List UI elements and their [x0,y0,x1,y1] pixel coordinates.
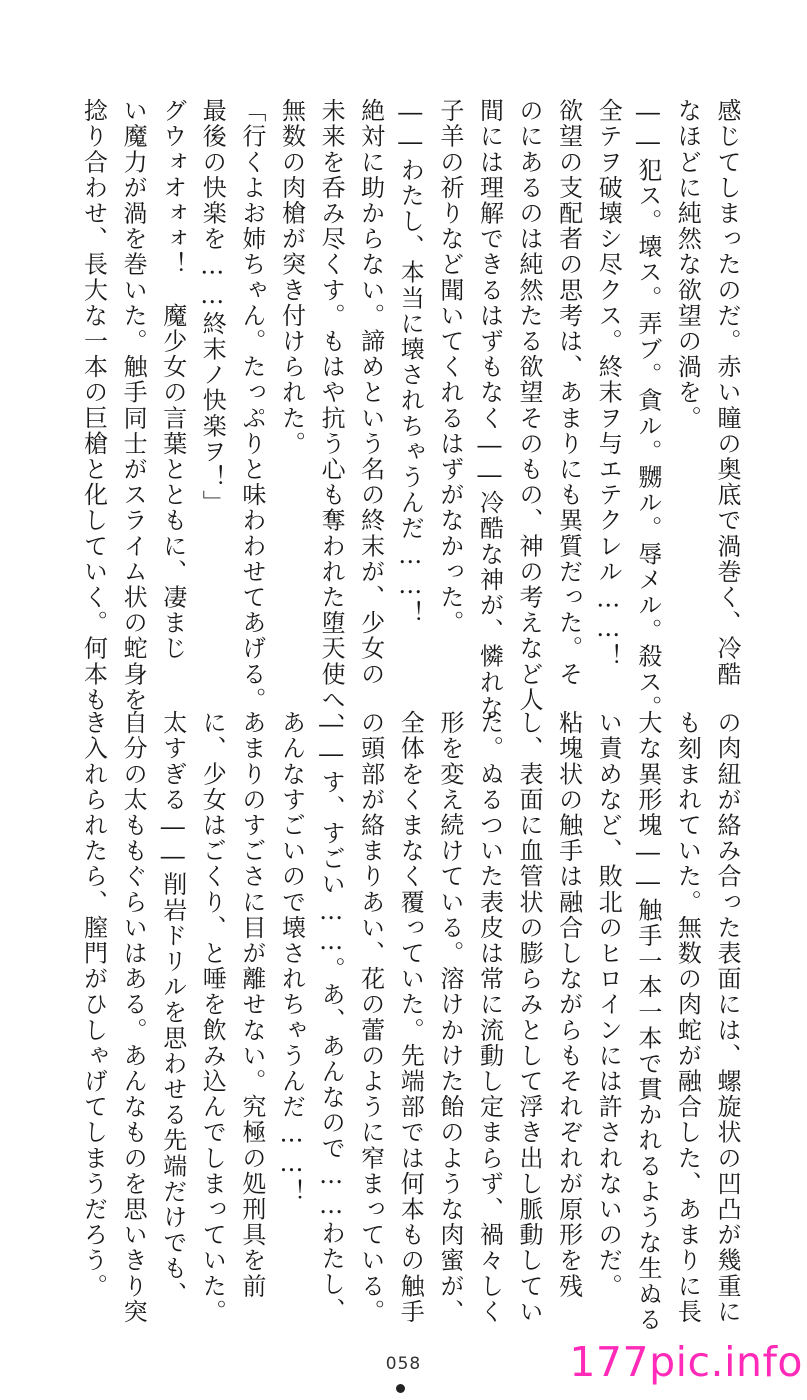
page-number: 058 [385,1354,422,1374]
watermark: 177pic.info [569,1338,803,1386]
page-dot-icon [396,1384,405,1393]
text-block-bottom: の肉紐が絡み合った表面には、螺旋状の凹凸が幾重に も刻まれていた。無数の肉蛇が融合した、あまりに長 大な異形塊――触手一本一本で貫かれるような生ぬる い責めなど、敗北のヒロインには許されないのだ。 粘塊状の触手は融合しながらもそれぞれが原形を残 し、表面に血管状の膨らみとして浮き出し脈動してい た。ぬるついた表皮は常に流動し定まらず、禍々しく 形を変え続けている。溶けかけた飴のような肉蜜が、 全体をくまなく覆っていた。先端部では何本もの触手 の頭部が絡まりあい、花の蕾のように窄まっている。 ――す、すごい……。あ、あんなので……わたし、 あんなすごいので壊されちゃうんだ……！ あまりのすごさに目が離せない。究極の処刑具を前 に、少女はごくり、と唾を飲み込んでしまっていた。 太すぎる――削岩ドリルを思わせる先端だけでも、 自分の太ももぐらいはある。あんなものを思いきり突 き入れられたら、膣門がひしゃげてしまうだろう。 [79,710,741,1333]
text-block-top: 感じてしまったのだ。赤い瞳の奥底で渦巻く、冷酷 なほどに純然な欲望の渦を。 ――犯ス。壊ス。弄ブ。貪ル。嬲ル。辱メル。殺ス。 全テヲ破壊シ尽クス。終末ヲ与エテクレル……！ 欲望の支配者の思考は、あまりにも異質だった。そ のにあるのは純然たる欲望そのもの、神の考えなど人 間には理解できるはずもなく――冷酷な神が、憐れな 子羊の祈りなど聞いてくれるはずがなかった。 ――わたし、本当に壊されちゃうんだ……！ 絶対に助からない。諦めという名の終末が、少女の 未来を呑み尽くす。もはや抗う心も奪われた堕天使へ、 無数の肉槍が突き付けられた。 「行くよお姉ちゃん。たっぷりと味わわせてあげる。 最後の快楽を……終末ノ快楽ヲ！」 グウォオォォ！ 魔少女の言葉とともに、凄まじ い魔力が渦を巻いた。触手同士がスライム状の蛇身を 捻り合わせ、長大な一本の巨槍と化していく。何本も [79,98,741,738]
